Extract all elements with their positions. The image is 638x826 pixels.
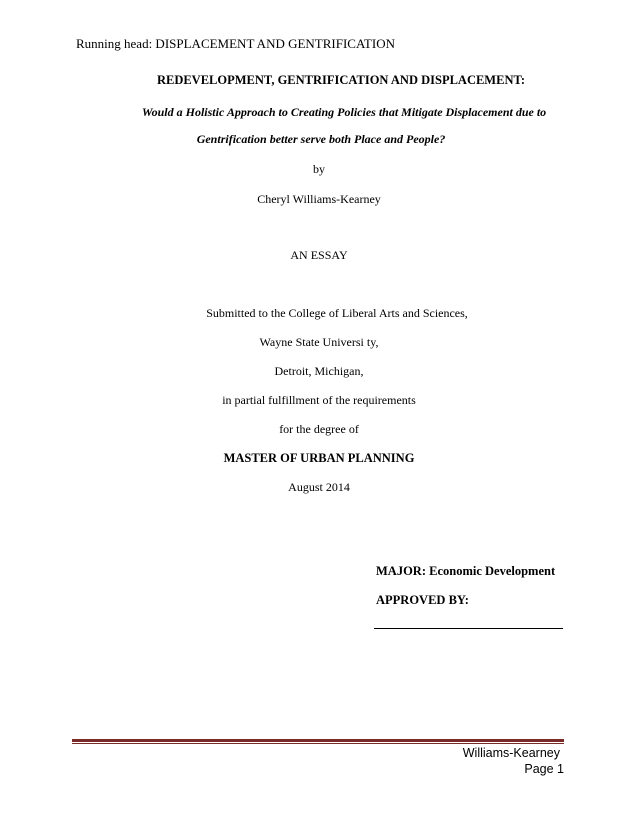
- essay-subtitle-line-1: Would a Holistic Approach to Creating Policies that Mitigate Displacement due to: [141, 105, 547, 119]
- essay-subtitle-line-2: Gentrification better serve both Place and People?: [196, 132, 446, 146]
- submitted-to-line: Submitted to the College of Liberal Arts and Sciences,: [206, 306, 468, 320]
- footer-rule: [72, 739, 564, 742]
- footer-author-name: Williams-Kearney: [462, 746, 560, 760]
- degree-name: MASTER OF URBAN PLANNING: [223, 451, 415, 465]
- author-name: Cheryl Williams-Kearney: [257, 192, 381, 206]
- running-head: Running head: DISPLACEMENT AND GENTRIFICATION: [76, 36, 395, 51]
- partial-fulfillment-line: in partial fulfillment of the requirements: [222, 393, 416, 407]
- degree-of-line: for the degree of: [279, 422, 359, 436]
- submission-date: August 2014: [288, 480, 350, 494]
- footer-rule-thin: [72, 743, 564, 744]
- signature-line: [374, 628, 563, 629]
- by-line: by: [313, 162, 325, 176]
- page-number: Page 1: [524, 762, 564, 776]
- university-line: Wayne State Universi ty,: [259, 335, 379, 349]
- major-label: MAJOR: Economic Development: [376, 564, 556, 578]
- approved-by-label: APPROVED BY:: [376, 593, 469, 607]
- essay-title: REDEVELOPMENT, GENTRIFICATION AND DISPLACEMENT:: [156, 73, 526, 87]
- city-line: Detroit, Michigan,: [274, 364, 364, 378]
- document-type: AN ESSAY: [290, 248, 348, 262]
